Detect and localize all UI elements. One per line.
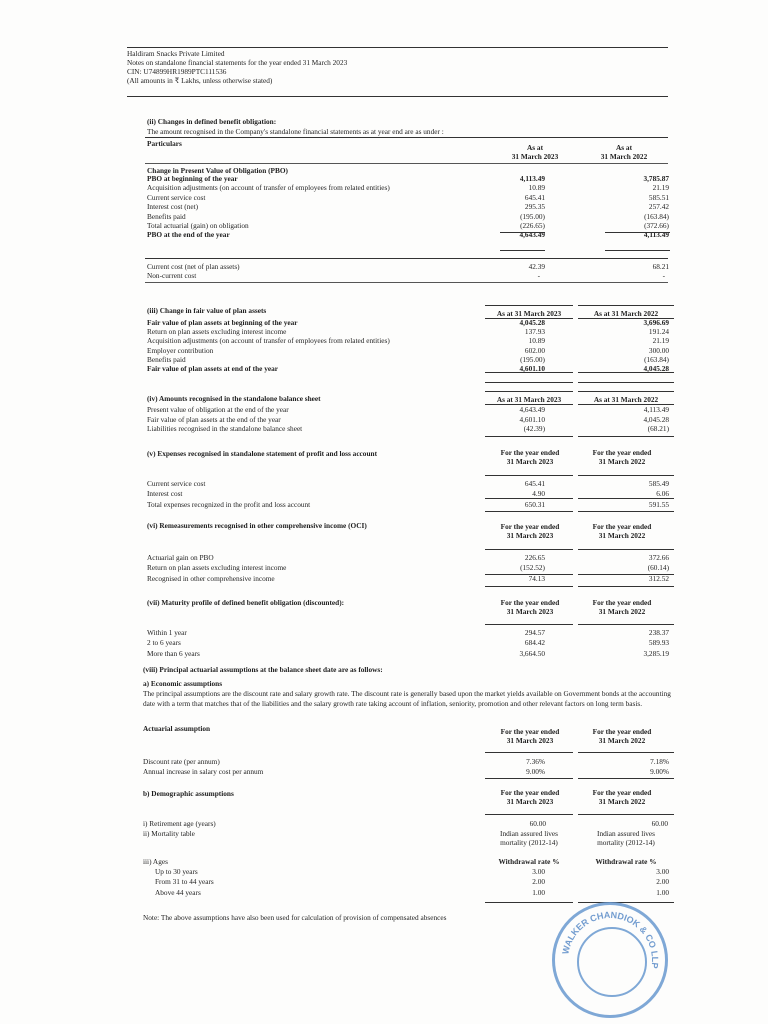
value-2022: (163.84) bbox=[644, 211, 669, 221]
col-header-2022: For the year ended 31 March 2022 bbox=[592, 598, 652, 616]
col-header-2022: For the year ended 31 March 2022 bbox=[592, 727, 652, 745]
col-header-2022: As at 31 March 2022 bbox=[600, 143, 648, 161]
row-label: Present value of obligation at the end of the year bbox=[147, 405, 289, 414]
rule bbox=[485, 624, 573, 625]
row-label: Actuarial gain on PBO bbox=[147, 553, 214, 562]
col-header-2023: For the year ended 31 March 2023 bbox=[500, 727, 560, 745]
value-2023: 1.00 bbox=[532, 887, 545, 897]
row-label: Recognised in other comprehensive income bbox=[147, 573, 275, 583]
rule bbox=[578, 511, 674, 512]
rule bbox=[578, 814, 674, 815]
footnote: Note: The above assumptions have also been used for calculation of provision of compensated absences bbox=[143, 913, 447, 922]
row-label: Return on plan assets excluding interest income bbox=[147, 563, 287, 573]
value-2022: 4,113.49 bbox=[643, 405, 669, 414]
value-2022: 9.00% bbox=[650, 767, 669, 777]
row-label: 2 to 6 years bbox=[147, 638, 181, 648]
value-2022: 257.42 bbox=[648, 202, 669, 212]
withdrawal-head-2022: Withdrawal rate % bbox=[595, 857, 657, 866]
col-header-2023: For the year ended 31 March 2023 bbox=[500, 788, 560, 806]
value-2022: 372.66 bbox=[648, 553, 669, 562]
value-2022: 6.06 bbox=[656, 489, 669, 499]
row-label: PBO at the end of the year bbox=[147, 230, 230, 240]
ages-label: iii) Ages bbox=[143, 857, 168, 866]
rule bbox=[578, 586, 674, 587]
value-2022: 191.24 bbox=[648, 327, 669, 337]
rule bbox=[605, 232, 670, 233]
header-rule-bottom bbox=[127, 96, 668, 97]
value-2023: (195.00) bbox=[520, 354, 545, 364]
value-2022: 312.52 bbox=[648, 573, 669, 583]
value-2023: 10.89 bbox=[528, 336, 545, 346]
row-label: Return on plan assets excluding interest income bbox=[147, 327, 287, 337]
rule bbox=[485, 372, 573, 373]
value-2022: 1.00 bbox=[656, 887, 669, 897]
rule bbox=[578, 902, 674, 903]
rule bbox=[578, 372, 674, 373]
value-2023: 4,045.28 bbox=[519, 318, 545, 327]
value-2022: 21.19 bbox=[652, 183, 669, 193]
row-label: Benefits paid bbox=[147, 354, 186, 364]
value-2022: 238.37 bbox=[648, 628, 669, 637]
row-label: PBO at beginning of the year bbox=[147, 174, 238, 183]
value-2022: 3,285.19 bbox=[643, 648, 669, 658]
rule bbox=[145, 282, 668, 283]
row-label: More than 6 years bbox=[147, 648, 200, 658]
rule bbox=[578, 498, 674, 499]
row-label: Current service cost bbox=[147, 192, 206, 202]
value-2023: 295.35 bbox=[524, 202, 545, 212]
current-cost-label: Current cost (net of plan assets) bbox=[147, 262, 240, 271]
row-label: Employer contribution bbox=[147, 345, 214, 355]
value-2023: 4,601.10 bbox=[519, 364, 545, 373]
value-2022: 3,785.87 bbox=[643, 174, 669, 183]
section-viii-title: (viii) Principal actuarial assumptions at the balance sheet date are as follows: bbox=[143, 665, 383, 674]
rule bbox=[485, 902, 573, 903]
rule bbox=[485, 382, 573, 383]
rule bbox=[578, 475, 674, 476]
auditor-stamp bbox=[552, 902, 668, 1018]
col-header-2022: As at 31 March 2022 bbox=[593, 395, 659, 404]
col-header-2022: As at 31 March 2022 bbox=[593, 309, 659, 318]
rule bbox=[145, 137, 668, 138]
value-2023: 74.13 bbox=[528, 573, 545, 583]
value-2023: 2.00 bbox=[532, 877, 545, 887]
rule bbox=[578, 778, 674, 779]
value-2022: 3,696.69 bbox=[643, 318, 669, 327]
col-header-2023: As at 31 March 2023 bbox=[496, 309, 562, 318]
value-2022: 591.55 bbox=[648, 499, 669, 509]
rule bbox=[578, 574, 674, 575]
rule bbox=[578, 436, 674, 437]
rule bbox=[485, 586, 573, 587]
company-name: Haldiram Snacks Private Limited bbox=[127, 49, 225, 58]
value-2023: 7.36% bbox=[526, 757, 545, 766]
value-2022: (60.14) bbox=[647, 563, 669, 573]
col-header-2023: As at 31 March 2023 bbox=[496, 395, 562, 404]
row-label: Interest cost bbox=[147, 489, 183, 499]
value-2023: 3,664.50 bbox=[519, 648, 545, 658]
value-2023: 226.65 bbox=[524, 553, 545, 562]
row-label: Current service cost bbox=[147, 479, 206, 488]
stamp-inner-ring bbox=[577, 927, 647, 997]
col-header-2022: For the year ended 31 March 2022 bbox=[592, 522, 652, 540]
noncurrent-cost-2023: - bbox=[537, 271, 540, 280]
row-label: Annual increase in salary cost per annum bbox=[143, 767, 264, 777]
value-2023: 294.57 bbox=[524, 628, 545, 637]
rule bbox=[485, 511, 573, 512]
retirement-age-label: i) Retirement age (years) bbox=[143, 819, 216, 828]
row-label: From 31 to 44 years bbox=[155, 877, 214, 887]
value-2023: 4.90 bbox=[532, 489, 545, 499]
noncurrent-cost-label: Non-current cost bbox=[147, 271, 197, 280]
value-2023: 137.93 bbox=[524, 327, 545, 337]
rule bbox=[578, 382, 674, 383]
row-label: Fair value of plan assets at end of the year bbox=[147, 364, 278, 373]
value-2023: 9.00% bbox=[526, 767, 545, 777]
rule bbox=[145, 163, 668, 164]
section-ii-title: (ii) Changes in defined benefit obligation: bbox=[147, 117, 277, 126]
rule bbox=[485, 436, 573, 437]
row-label: Up to 30 years bbox=[155, 867, 198, 876]
value-2023: 3.00 bbox=[532, 867, 545, 876]
value-2022: (163.84) bbox=[644, 354, 669, 364]
rule bbox=[485, 305, 573, 306]
value-2023: 4,643.49 bbox=[519, 230, 545, 240]
section-v-title: (v) Expenses recognised in standalone statement of profit and loss account bbox=[147, 449, 377, 458]
section-iii-title: (iii) Change in fair value of plan assets bbox=[147, 306, 267, 315]
col-header-2022: For the year ended 31 March 2022 bbox=[592, 788, 652, 806]
rule bbox=[578, 391, 674, 392]
col-header-2022: For the year ended 31 March 2022 bbox=[592, 448, 652, 466]
value-2023: 645.41 bbox=[524, 479, 545, 488]
value-2022: 585.49 bbox=[648, 479, 669, 488]
rule bbox=[485, 778, 573, 779]
row-label: Total actuarial (gain) on obligation bbox=[147, 221, 249, 230]
value-2023: (42.39) bbox=[523, 424, 545, 434]
value-2023: 10.89 bbox=[528, 183, 545, 193]
section-vii-title: (vii) Maturity profile of defined benefit obligation (discounted): bbox=[147, 598, 345, 607]
rule bbox=[485, 814, 573, 815]
row-label: Fair value of plan assets at beginning of the year bbox=[147, 318, 298, 327]
value-2022: 4,045.28 bbox=[643, 364, 669, 373]
retirement-age-2023: 60.00 bbox=[529, 819, 546, 828]
section-iv-title: (iv) Amounts recognised in the standalone balance sheet bbox=[147, 394, 321, 403]
row-label: Discount rate (per annum) bbox=[143, 757, 220, 766]
cin-number: CIN: U74899HR1989PTC111536 bbox=[127, 67, 227, 77]
rule bbox=[485, 549, 573, 550]
row-label: Interest cost (net) bbox=[147, 202, 199, 212]
value-2023: 4,601.10 bbox=[519, 414, 545, 424]
mortality-2022: Indian assured lives mortality (2012-14) bbox=[597, 829, 655, 848]
value-2022: 4,045.28 bbox=[643, 414, 669, 424]
rule bbox=[605, 250, 670, 251]
col-header-2023: For the year ended 31 March 2023 bbox=[500, 448, 560, 466]
noncurrent-cost-2022: - bbox=[662, 271, 665, 280]
row-label: Acquisition adjustments (on account of transfer of employees from related entities) bbox=[147, 183, 390, 193]
rule bbox=[578, 549, 674, 550]
row-label: Above 44 years bbox=[155, 887, 201, 897]
value-2022: (372.66) bbox=[644, 221, 669, 230]
retirement-age-2022: 60.00 bbox=[651, 819, 668, 828]
section-ii-subtitle: The amount recognised in the Company's standalone financial statements as at year end are as under : bbox=[147, 127, 444, 136]
rule bbox=[485, 475, 573, 476]
value-2022: 4,113.49 bbox=[643, 230, 669, 240]
col-header-2023: For the year ended 31 March 2023 bbox=[500, 598, 560, 616]
notes-title: Notes on standalone financial statements for the year ended 31 March 2023 bbox=[127, 58, 348, 68]
value-2022: 7.18% bbox=[650, 757, 669, 766]
rule bbox=[578, 305, 674, 306]
value-2023: 602.00 bbox=[524, 345, 545, 355]
value-2023: 4,643.49 bbox=[519, 405, 545, 414]
row-label: Benefits paid bbox=[147, 211, 186, 221]
rule bbox=[578, 752, 674, 753]
current-cost-2022: 68.21 bbox=[652, 262, 669, 271]
row-label: Within 1 year bbox=[147, 628, 187, 637]
col-particulars: Particulars bbox=[147, 139, 182, 148]
value-2023: (152.52) bbox=[520, 563, 545, 573]
mortality-table-label: ii) Mortality table bbox=[143, 829, 195, 838]
rule bbox=[485, 574, 573, 575]
economic-assumptions-text: The principal assumptions are the discount rate and salary growth rate. The discount rate is generally based upon the market yields available on Government bonds at the accounting date with a term that matches that of the liabilities and the salary growth rate taking account of inflation, seniority, promotion and other relevant factors on long term basis. bbox=[143, 689, 671, 708]
value-2022: 2.00 bbox=[656, 877, 669, 887]
current-cost-2023: 42.39 bbox=[528, 262, 545, 271]
value-2022: 21.19 bbox=[652, 336, 669, 346]
value-2023: 684.42 bbox=[524, 638, 545, 648]
amounts-note: (All amounts in ₹ Lakhs, unless otherwise stated) bbox=[127, 76, 273, 86]
rule bbox=[500, 232, 545, 233]
col-header-2023: For the year ended 31 March 2023 bbox=[500, 522, 560, 540]
stamp-text: WALKER CHANDIOK & CO LLP bbox=[560, 909, 661, 970]
value-2023: (226.65) bbox=[520, 221, 545, 230]
value-2023: 4,113.49 bbox=[519, 174, 545, 183]
value-2023: 650.31 bbox=[524, 499, 545, 509]
header-rule-top bbox=[127, 47, 668, 48]
rule bbox=[145, 258, 668, 259]
rule bbox=[500, 250, 545, 251]
section-vi-title: (vi) Remeasurements recognised in other comprehensive income (OCI) bbox=[147, 521, 367, 530]
value-2023: (195.00) bbox=[520, 211, 545, 221]
doc-header bbox=[127, 49, 347, 85]
rule bbox=[485, 752, 573, 753]
rule bbox=[578, 624, 674, 625]
economic-assumptions-title: a) Economic assumptions bbox=[143, 679, 223, 688]
rule bbox=[485, 391, 573, 392]
demographic-assumptions-title: b) Demographic assumptions bbox=[143, 789, 234, 798]
row-label: Liabilities recognised in the standalone balance sheet bbox=[147, 424, 303, 434]
rule bbox=[485, 498, 573, 499]
col-header-2023: As at 31 March 2023 bbox=[511, 143, 559, 161]
value-2022: (68.21) bbox=[647, 424, 669, 434]
row-label: Acquisition adjustments (on account of transfer of employees from related entities) bbox=[147, 336, 390, 346]
pbo-heading: Change in Present Value of Obligation (PBO) bbox=[147, 166, 288, 175]
actuarial-assumption-label: Actuarial assumption bbox=[143, 724, 211, 733]
mortality-2023: Indian assured lives mortality (2012-14) bbox=[500, 829, 558, 848]
row-label: Fair value of plan assets at the end of the year bbox=[147, 414, 281, 424]
value-2022: 589.93 bbox=[648, 638, 669, 648]
row-label: Total expenses recognized in the profit and loss account bbox=[147, 499, 311, 509]
withdrawal-head-2023: Withdrawal rate % bbox=[498, 857, 560, 866]
value-2022: 3.00 bbox=[656, 867, 669, 876]
value-2022: 300.00 bbox=[648, 345, 669, 355]
value-2022: 585.51 bbox=[648, 192, 669, 202]
value-2023: 645.41 bbox=[524, 192, 545, 202]
